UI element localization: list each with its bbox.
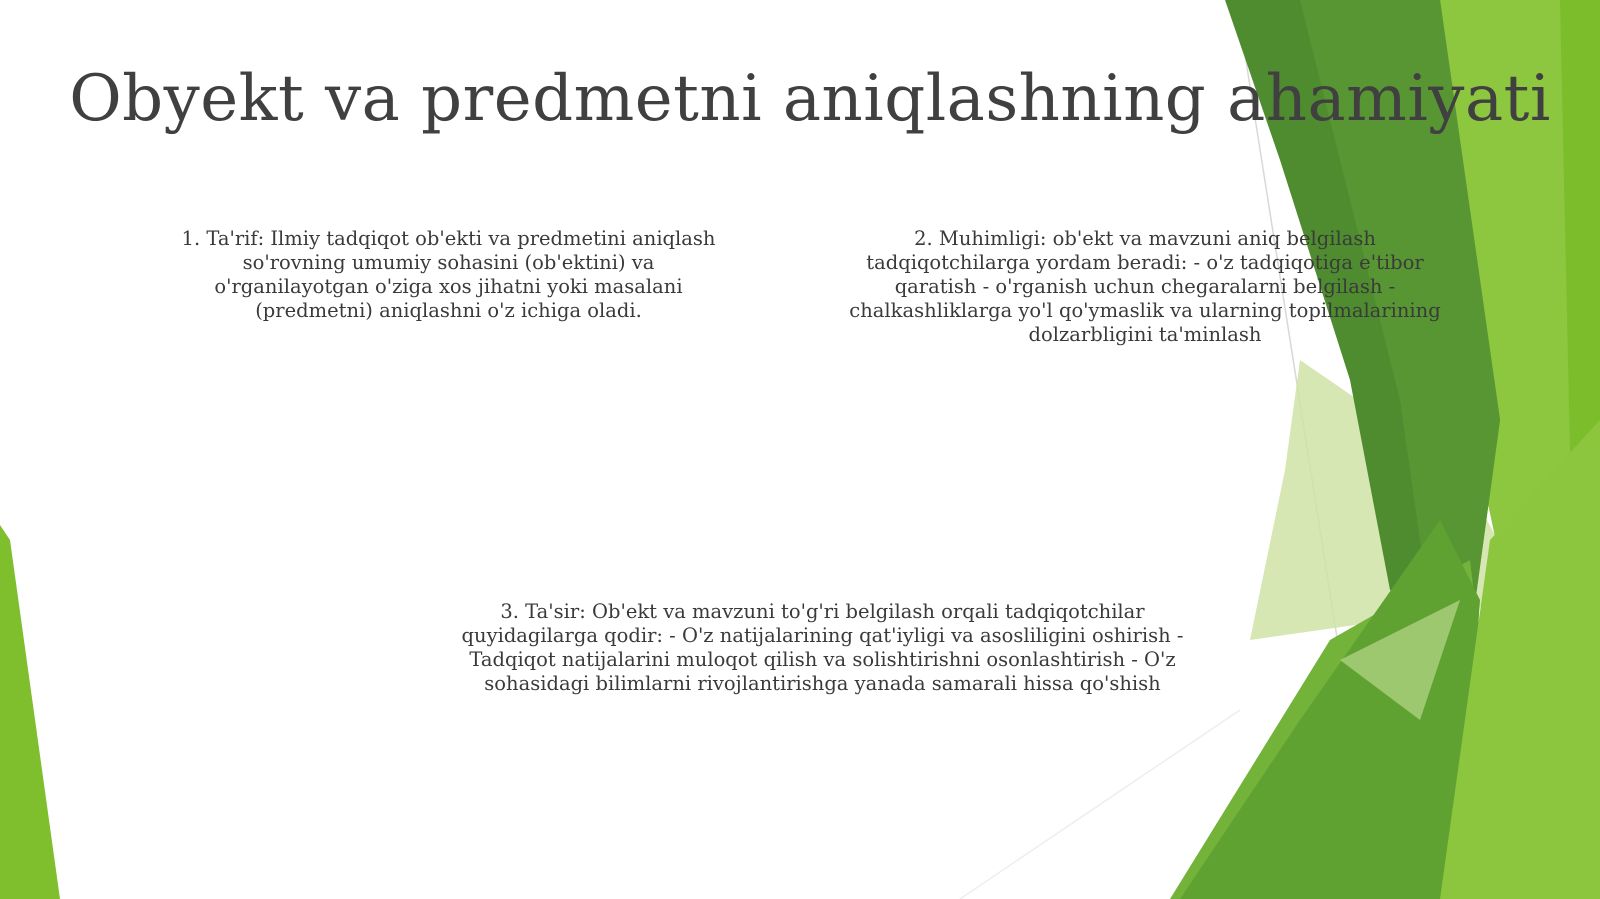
left-green-wedge	[0, 525, 60, 899]
text-block-impact: 3. Ta'sir: Ob'ekt va mavzuni to'g'ri belgilash orqali tadqiqotchilar quyidagilarga qodir: - O'z natijalarining qat'iyligi va asosliligini oshirish - Tadqiqot natijalarini muloqot qilish va solishtirishni osonlashtirish - O'z sohasidagi bilimlarni rivojlantirishga yanada samarali hissa qo'shish	[461, 600, 1184, 695]
text-block-importance: 2. Muhimligi: ob'ekt va mavzuni aniq belgilash tadqiqotchilarga yordam beradi: - o'z tadqiqotiga e'tibor qaratish - o'rganish uchun chegaralarni belgilash - chalkashliklarga yo'l qo'ymaslik va ularning topilmalarining dolzarbligini ta'minlash	[849, 227, 1441, 346]
slide-title: Obyekt va predmetni aniqlashning ahamiyati	[69, 62, 1551, 136]
text-block-definition: 1. Ta'rif: Ilmiy tadqiqot ob'ekti va predmetini aniqlash so'rovning umumiy sohasini (ob'ektini) va o'rganilayotgan o'ziga xos jihatni yoki masalani (predmetni) aniqlashni o'z ichiga oladi.	[181, 227, 716, 322]
